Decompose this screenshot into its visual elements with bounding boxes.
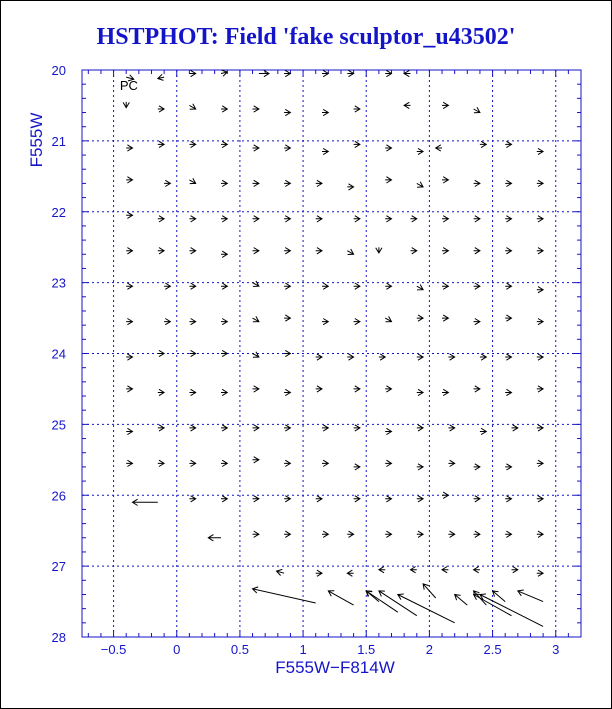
- x-tick-label: 0.5: [230, 642, 249, 657]
- data-vector: [284, 531, 290, 537]
- data-vector: [417, 285, 423, 290]
- data-vector: [505, 283, 511, 289]
- data-vector: [322, 70, 328, 76]
- data-vector: [442, 216, 448, 222]
- data-vector: [448, 460, 454, 466]
- data-vector: [316, 248, 322, 254]
- data-vector: [189, 496, 195, 502]
- data-vector: [537, 248, 543, 254]
- data-vector: [385, 386, 391, 392]
- data-vector: [277, 569, 285, 575]
- data-vector: [158, 389, 164, 395]
- data-vector: [417, 148, 423, 154]
- data-vector: [126, 460, 132, 466]
- data-vector: [474, 567, 480, 573]
- data-vector: [385, 316, 391, 321]
- data-vector: [189, 104, 195, 110]
- data-vector: [448, 354, 454, 360]
- data-vector: [164, 180, 170, 186]
- data-vector: [537, 570, 543, 576]
- data-vector: [417, 464, 423, 470]
- data-vector: [417, 389, 423, 395]
- data-vector: [126, 319, 132, 325]
- data-vector: [126, 428, 132, 434]
- data-vector: [322, 109, 328, 115]
- data-vector: [284, 70, 290, 76]
- data-vector: [505, 216, 511, 222]
- data-vector: [189, 70, 195, 76]
- data-vector: [347, 184, 353, 190]
- data-vector: [253, 386, 259, 392]
- data-vector: [480, 428, 486, 434]
- data-vector: [189, 216, 195, 222]
- data-vector: [316, 496, 322, 502]
- data-vector: [189, 248, 195, 254]
- data-vector: [126, 177, 132, 183]
- data-vector: [354, 319, 360, 325]
- data-vector: [442, 283, 448, 289]
- x-tick-label: 2.5: [483, 642, 502, 657]
- data-vector: [480, 594, 543, 626]
- data-vector: [253, 248, 259, 254]
- data-vector: [284, 109, 290, 115]
- data-vector: [455, 595, 468, 606]
- data-vector: [385, 496, 391, 502]
- data-vector: [158, 350, 164, 356]
- data-vector: [189, 319, 195, 325]
- data-vector: [474, 386, 480, 392]
- data-vector: [480, 354, 486, 360]
- data-vector: [537, 287, 543, 293]
- data-vector: [354, 141, 360, 147]
- data-vector: [347, 531, 353, 537]
- data-vector: [537, 180, 543, 186]
- x-tick-label: 3: [552, 642, 560, 657]
- data-vector: [221, 141, 227, 147]
- data-vector: [385, 460, 391, 466]
- data-vector: [126, 212, 132, 218]
- data-vector: [505, 531, 511, 537]
- field-label: PC: [119, 77, 138, 93]
- data-vector: [284, 315, 290, 321]
- data-vector: [480, 141, 486, 147]
- data-vector: [253, 281, 259, 287]
- y-tick-label: 28: [51, 630, 66, 645]
- data-vector: [474, 216, 480, 222]
- data-vector: [385, 283, 391, 289]
- data-vector: [505, 141, 511, 147]
- y-tick-label: 23: [51, 275, 66, 291]
- data-vector: [417, 315, 423, 321]
- data-vector: [385, 428, 391, 434]
- y-tick-label: 27: [51, 559, 66, 575]
- data-vector: [385, 531, 391, 537]
- data-vector: [253, 106, 259, 112]
- x-tick-label: 2: [425, 642, 434, 657]
- data-vector: [221, 460, 227, 466]
- data-vector: [518, 590, 543, 602]
- y-tick-label: 20: [51, 63, 66, 78]
- data-vector: [126, 145, 132, 151]
- data-vector: [158, 141, 164, 147]
- data-vector: [259, 70, 269, 76]
- data-vector: [253, 531, 259, 537]
- data-vector: [253, 425, 259, 431]
- y-axis-label: F555W: [27, 112, 46, 168]
- x-tick-label: 1.5: [357, 642, 376, 657]
- data-vector: [189, 283, 195, 289]
- data-vector: [474, 531, 480, 537]
- data-vector: [537, 216, 543, 222]
- data-vector: [284, 389, 290, 395]
- data-vector: [158, 425, 164, 431]
- data-vector: [442, 177, 448, 183]
- data-vector: [253, 216, 259, 222]
- data-vector: [221, 283, 227, 289]
- data-vector: [385, 177, 391, 183]
- data-vector: [284, 248, 290, 254]
- data-vector: [189, 425, 195, 431]
- data-vector: [284, 350, 290, 356]
- data-vector: [221, 106, 227, 112]
- data-vector: [189, 350, 195, 356]
- data-vector: [512, 425, 518, 431]
- data-vector: [385, 70, 391, 76]
- x-tick-label: 1: [299, 642, 307, 657]
- data-vector: [442, 389, 448, 395]
- data-vector: [404, 102, 410, 108]
- data-vector: [322, 319, 328, 325]
- data-vector: [442, 567, 448, 573]
- data-vector: [284, 460, 290, 466]
- data-vector: [123, 102, 129, 108]
- data-vector: [537, 319, 543, 325]
- data-vector: [505, 464, 511, 470]
- data-vector: [158, 460, 164, 466]
- data-vector: [354, 496, 360, 502]
- data-vector: [379, 354, 385, 360]
- data-vector: [158, 74, 164, 80]
- data-vector: [474, 248, 480, 254]
- data-vector: [417, 496, 423, 502]
- data-vector: [126, 354, 132, 360]
- y-tick-label: 22: [51, 204, 66, 220]
- data-vector: [316, 216, 322, 222]
- data-vector: [253, 496, 259, 502]
- data-vector: [189, 141, 195, 147]
- data-vector: [537, 425, 543, 431]
- data-vector: [505, 180, 511, 186]
- data-vector: [505, 389, 511, 395]
- data-vector: [284, 216, 290, 222]
- data-vector: [474, 496, 480, 502]
- data-vector: [442, 248, 448, 254]
- data-vector: [448, 425, 454, 431]
- x-tick-label: −0.5: [100, 642, 127, 657]
- data-vector: [189, 178, 195, 183]
- data-vector: [474, 464, 480, 470]
- data-vector: [253, 457, 259, 463]
- data-vector: [417, 354, 423, 360]
- data-vector: [505, 354, 511, 360]
- data-vector: [366, 591, 398, 612]
- data-vector: [474, 594, 512, 616]
- x-axis-label: F555W−F814W: [275, 658, 395, 677]
- data-vector: [411, 567, 417, 573]
- data-vector: [474, 107, 480, 113]
- data-vector: [354, 386, 360, 392]
- data-vector: [442, 102, 448, 108]
- data-vector: [505, 496, 511, 502]
- data-vector: [221, 496, 227, 502]
- data-vector: [493, 591, 506, 602]
- data-vector: [537, 386, 543, 392]
- y-tick-label: 21: [51, 133, 66, 149]
- data-vector: [253, 352, 259, 358]
- data-vector: [385, 145, 391, 151]
- y-tick-label: 25: [51, 417, 66, 433]
- data-vector: [164, 283, 170, 289]
- data-vector: [537, 354, 543, 360]
- chart-title: HSTPHOT: Field 'fake sculptor_u43502': [96, 24, 516, 50]
- data-vector: [126, 386, 132, 392]
- vector-layer: [123, 70, 543, 626]
- data-vector: [221, 251, 227, 257]
- data-vector: [537, 148, 543, 154]
- y-tick-label: 24: [51, 346, 66, 362]
- data-vector: [322, 283, 328, 289]
- data-vector: [354, 425, 360, 431]
- data-vector: [474, 319, 480, 325]
- data-vector: [208, 535, 221, 541]
- data-vector: [442, 492, 448, 498]
- data-vector: [126, 283, 132, 289]
- data-vector: [284, 496, 290, 502]
- data-vector: [376, 247, 382, 253]
- data-vector: [354, 283, 360, 289]
- data-vector: [316, 180, 322, 186]
- data-vector: [158, 216, 164, 222]
- data-vector: [221, 389, 227, 395]
- data-vector: [411, 216, 417, 222]
- x-tick-label: 0: [173, 642, 181, 657]
- data-vector: [221, 70, 227, 76]
- tick-layer: [52, 63, 581, 657]
- data-vector: [505, 248, 511, 254]
- data-vector: [417, 425, 423, 431]
- data-vector: [537, 496, 543, 502]
- data-vector: [158, 248, 164, 254]
- data-vector: [474, 180, 480, 186]
- data-vector: [537, 460, 543, 466]
- data-vector: [404, 70, 410, 76]
- data-vector: [537, 531, 543, 537]
- data-vector: [354, 464, 360, 470]
- data-vector: [284, 283, 290, 289]
- data-vector: [221, 350, 227, 356]
- data-vector: [189, 389, 195, 395]
- data-vector: [328, 591, 353, 605]
- data-vector: [411, 248, 417, 254]
- y-tick-label: 26: [51, 488, 66, 504]
- data-vector: [133, 499, 158, 505]
- plot-area: [82, 70, 581, 637]
- data-vector: [512, 567, 518, 573]
- data-vector: [221, 216, 227, 222]
- data-vector: [221, 180, 227, 186]
- data-vector: [417, 531, 423, 537]
- data-vector: [347, 570, 353, 576]
- data-vector: [253, 145, 259, 151]
- data-vector: [253, 180, 259, 186]
- data-vector: [322, 531, 328, 537]
- data-vector: [436, 145, 442, 151]
- data-vector: [253, 587, 316, 603]
- data-vector: [347, 249, 353, 255]
- data-vector: [322, 460, 328, 466]
- data-vector: [284, 425, 290, 431]
- data-vector: [284, 145, 290, 151]
- data-vector: [322, 425, 328, 431]
- data-vector: [347, 354, 353, 360]
- data-vector: [189, 460, 195, 466]
- data-vector: [221, 319, 227, 325]
- data-vector: [442, 315, 448, 321]
- data-vector: [221, 425, 227, 431]
- data-vector: [347, 70, 353, 76]
- grid-layer: [82, 70, 581, 637]
- data-vector: [126, 248, 132, 254]
- data-vector: [322, 148, 328, 154]
- data-vector: [448, 531, 454, 537]
- data-vector: [379, 567, 385, 573]
- data-vector: [354, 216, 360, 222]
- data-vector: [385, 216, 391, 222]
- data-vector: [284, 180, 290, 186]
- data-vector: [474, 283, 480, 289]
- data-vector: [164, 319, 170, 325]
- data-vector: [158, 106, 164, 112]
- data-vector: [253, 316, 259, 321]
- data-vector: [316, 386, 322, 392]
- data-vector: [316, 354, 322, 360]
- data-vector: [354, 106, 360, 112]
- data-vector: [505, 315, 511, 321]
- data-vector: [417, 182, 423, 188]
- data-vector: [316, 570, 322, 576]
